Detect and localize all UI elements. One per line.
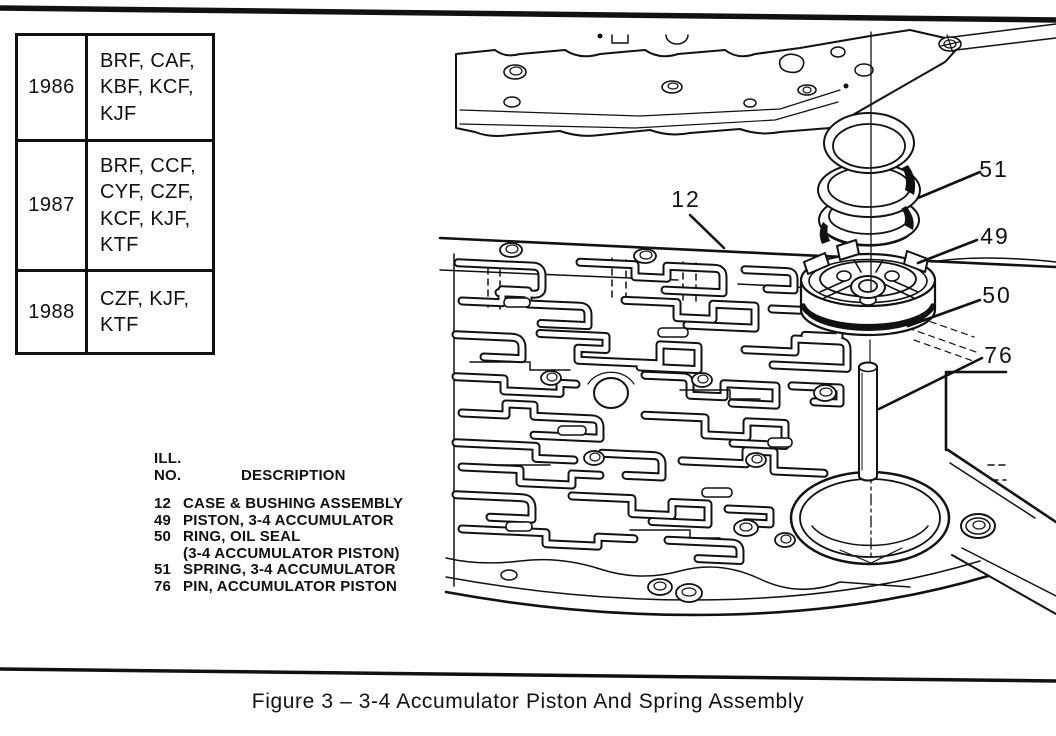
codes-cell: CZF, KJF, KTF — [100, 287, 190, 336]
legend-item-desc: CASE & BUSHING ASSEMBLY — [183, 495, 404, 512]
accumulator-bore — [791, 472, 949, 564]
callout-51: 51 — [979, 156, 1009, 182]
valve-body-worm-tracks — [456, 243, 847, 580]
legend-item-desc: PIN, ACCUMULATOR PISTON — [183, 577, 398, 595]
legend-item — [154, 579, 484, 596]
legend-header — [154, 451, 484, 484]
year-cell: 1986 — [18, 36, 88, 139]
legend-item-no: 50 — [154, 528, 172, 545]
parts-legend — [154, 451, 484, 595]
legend-item-desc: PISTON, 3-4 ACCUMULATOR — [183, 511, 394, 529]
legend-item — [154, 529, 484, 546]
legend-item-desc: SPRING, 3-4 ACCUMULATOR — [183, 561, 396, 578]
codes-cell: BRF, CAF, KBF, KCF, KJF — [100, 49, 195, 125]
table-row — [18, 272, 212, 352]
codes-cell: BRF, CCF, CYF, CZF, KCF, KJF, KTF — [100, 154, 197, 256]
legend-header-no: NO. — [154, 466, 182, 484]
gasket-plate — [456, 24, 1056, 136]
legend-header-description: DESCRIPTION — [241, 466, 346, 484]
spring-51 — [818, 113, 920, 246]
legend-item-desc-continued: (3-4 ACCUMULATOR PISTON) — [183, 544, 400, 562]
year-cell: 1987 — [18, 142, 88, 269]
callout-12: 12 — [671, 186, 701, 212]
bottom-rule — [0, 669, 1056, 681]
corner-bolt-boss — [961, 514, 995, 538]
legend-item — [154, 496, 484, 513]
legend-item-no: 12 — [154, 495, 172, 512]
leader-76 — [879, 358, 982, 409]
legend-header-ill: ILL. — [154, 450, 182, 467]
callout-76: 76 — [984, 342, 1014, 368]
leader-51 — [918, 172, 980, 198]
callout-50: 50 — [982, 282, 1012, 308]
callout-49: 49 — [980, 223, 1010, 249]
leader-12 — [690, 215, 724, 248]
table-row — [18, 36, 212, 142]
accumulator-pin-76 — [859, 363, 877, 481]
figure-caption: Figure 3 – 3-4 Accumulator Piston And Spring Assembly — [251, 690, 805, 713]
year-cell: 1988 — [18, 272, 88, 352]
top-rule — [0, 8, 1056, 20]
vehicle-code-table — [15, 33, 215, 355]
legend-item-no: 51 — [154, 561, 172, 578]
legend-item-desc: RING, OIL SEAL — [183, 528, 301, 545]
legend-item-no: 49 — [154, 511, 172, 529]
legend-item-no: 76 — [154, 577, 172, 595]
piston-49 — [801, 240, 935, 335]
table-row — [18, 142, 212, 272]
legend-item — [154, 562, 484, 579]
legend-item — [154, 513, 484, 530]
